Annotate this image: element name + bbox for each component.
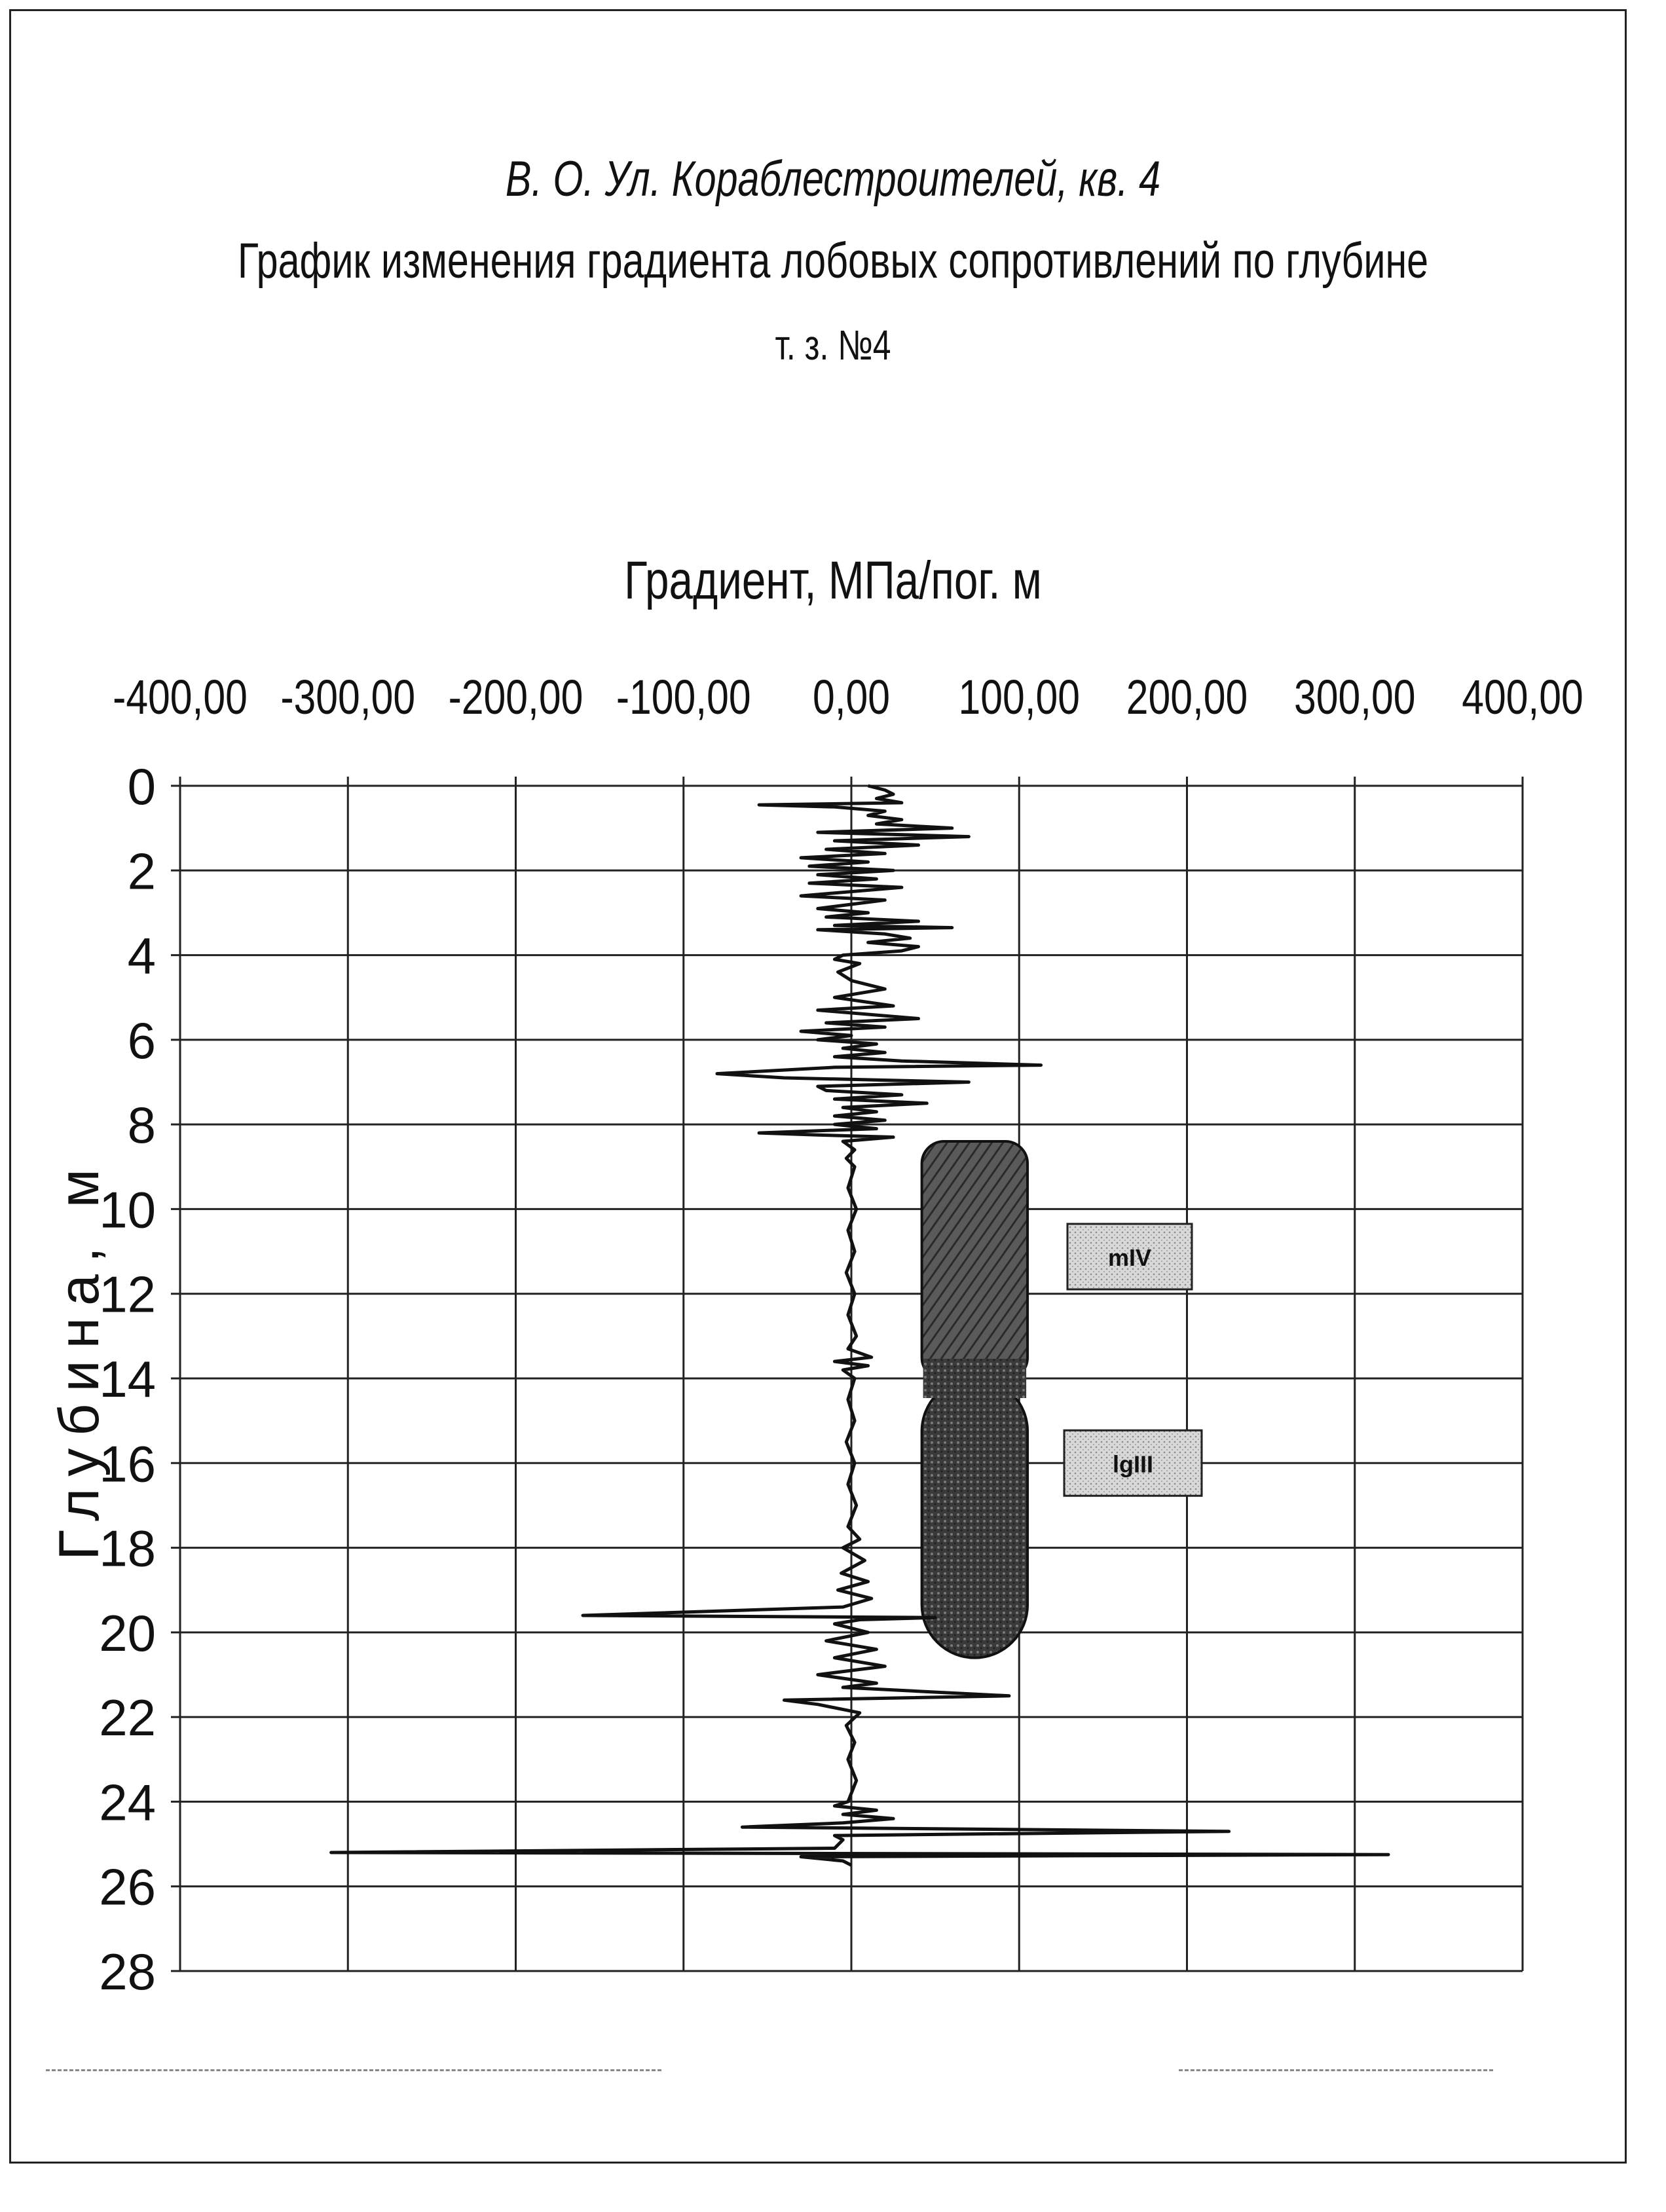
y-tick-label: 6 (127, 1011, 156, 1069)
y-tick-label: 12 (99, 1265, 156, 1323)
point-number: т. з. №4 (775, 322, 891, 369)
y-tick-label: 28 (99, 1943, 156, 2000)
annotation-label: mIV (1107, 1244, 1152, 1271)
x-tick-label: -100,00 (616, 671, 751, 725)
location-title: В. О. Ул. Кораблестроителей, кв. 4 (505, 151, 1161, 207)
bottom-rule (46, 2069, 661, 2071)
layer-boundary (923, 1359, 1026, 1398)
bottom-rule (1179, 2069, 1493, 2071)
y-axis-title: Глубина, м (48, 1157, 111, 1560)
y-tick-label: 4 (127, 927, 156, 985)
x-tick-label: 400,00 (1462, 671, 1583, 725)
y-tick-label: 0 (127, 758, 156, 815)
y-tick-label: 10 (99, 1181, 156, 1239)
x-tick-label: -200,00 (448, 671, 583, 725)
x-tick-label: 200,00 (1126, 671, 1248, 725)
x-tick-label: -400,00 (113, 671, 248, 725)
y-tick-label: 16 (99, 1435, 156, 1493)
chart-title: График изменения градиента лобовых сопротивлений по глубине (237, 233, 1429, 289)
x-tick-label: 100,00 (958, 671, 1081, 725)
y-tick-label: 24 (99, 1773, 156, 1832)
y-tick-label: 20 (99, 1604, 156, 1662)
y-tick-label: 2 (127, 842, 156, 900)
layer-lgIII (922, 1378, 1027, 1658)
series-line (331, 786, 1388, 1865)
y-tick-label: 18 (99, 1519, 156, 1577)
y-tick-label: 22 (99, 1689, 156, 1747)
lithology-column (922, 1141, 1202, 1658)
annotation-label: lgIII (1113, 1450, 1153, 1478)
y-tick-label: 26 (99, 1858, 156, 1916)
x-axis-title: Градиент, МПа/пог. м (624, 551, 1042, 610)
x-tick-label: -300,00 (280, 671, 416, 725)
x-tick-label: 0,00 (812, 671, 891, 725)
gradient-series (331, 786, 1388, 1865)
y-tick-label: 14 (99, 1350, 156, 1408)
x-tick-label: 300,00 (1293, 671, 1416, 725)
y-tick-label: 8 (127, 1096, 156, 1154)
layer-mIV (922, 1141, 1027, 1380)
